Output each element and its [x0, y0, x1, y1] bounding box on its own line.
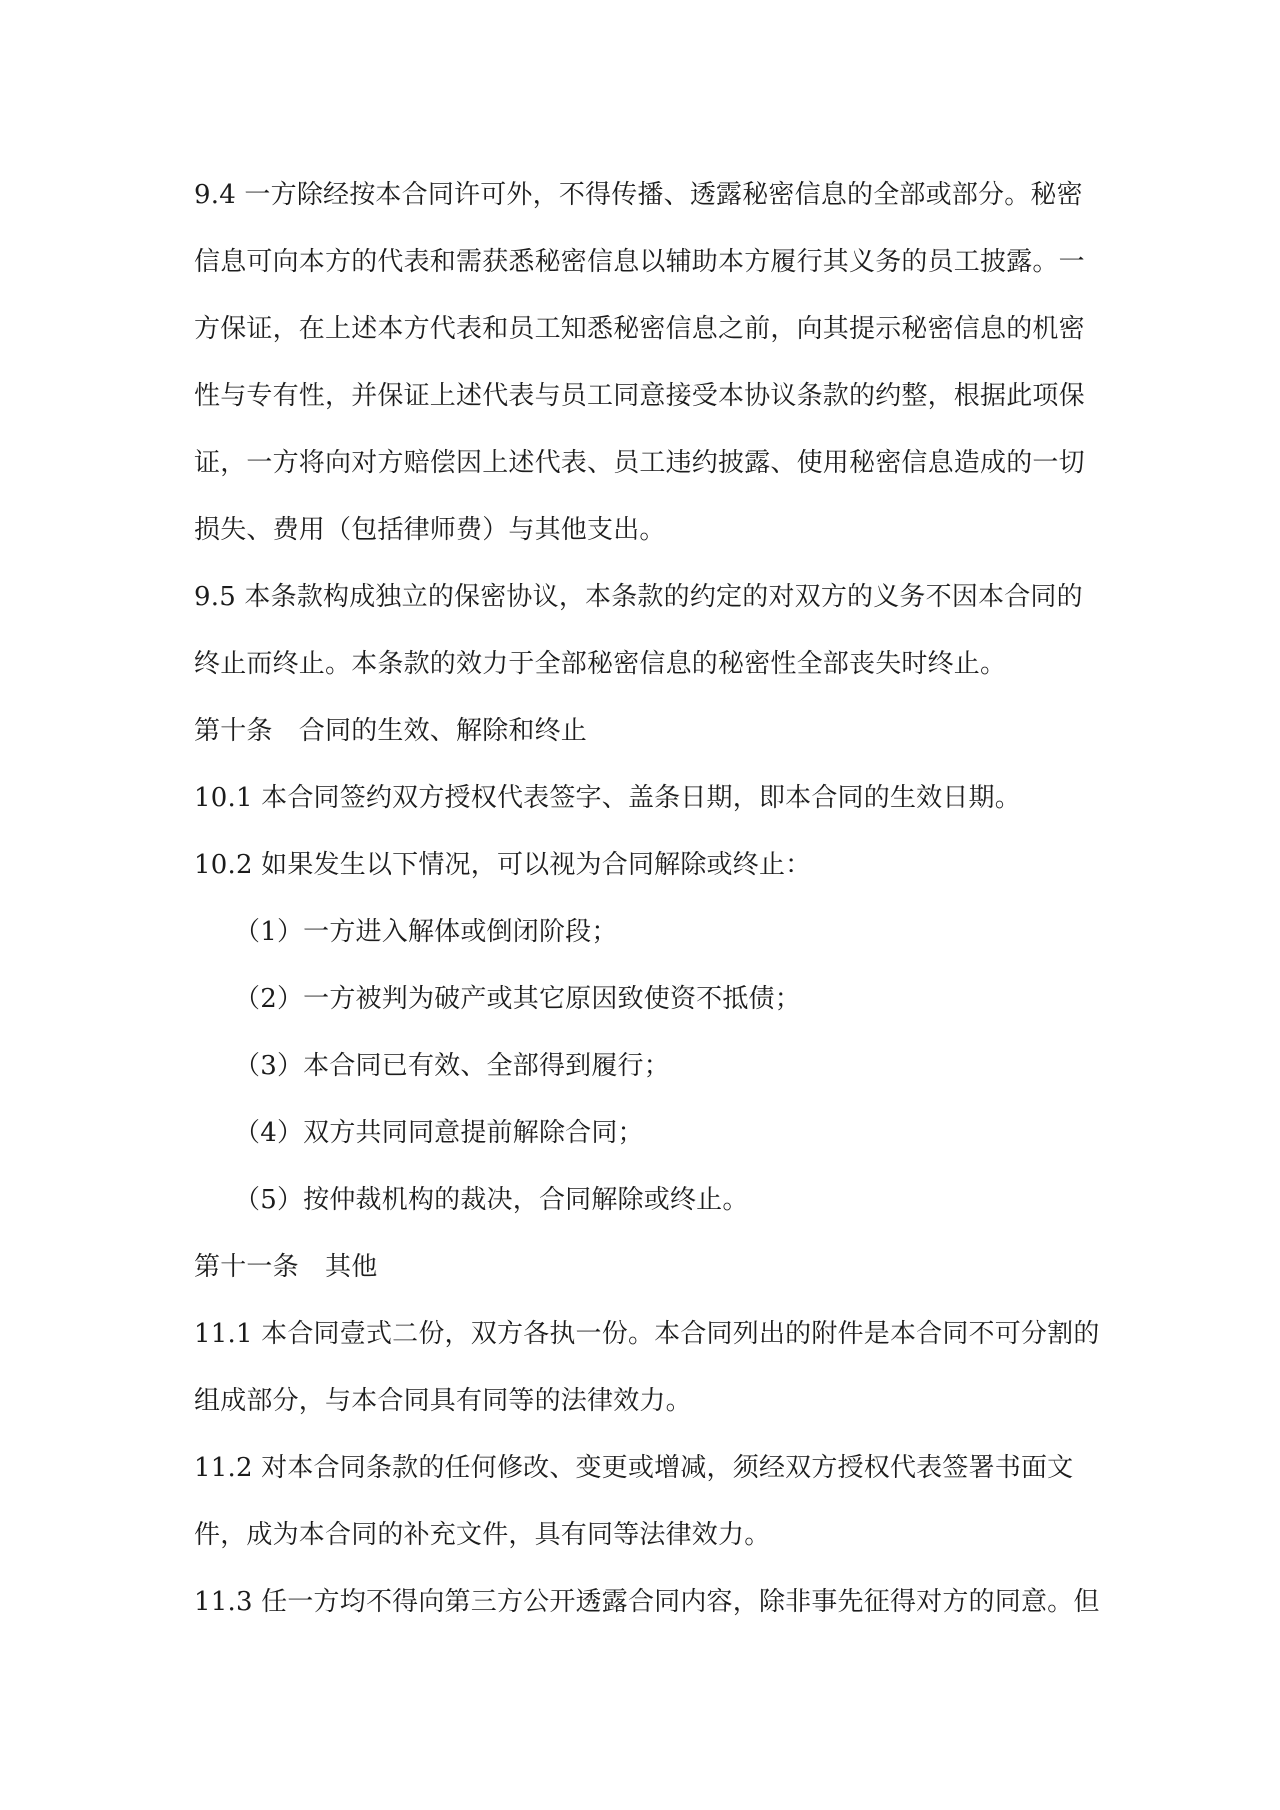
clause-11-2-line-1: 11.2 对本合同条款的任何修改、变更或增减，须经双方授权代表签署书面文 [194, 1453, 1074, 1483]
clause-10-1: 10.1 本合同签约双方授权代表签字、盖条日期，即本合同的生效日期。 [194, 783, 1021, 813]
clause-10-2: 10.2 如果发生以下情况，可以视为合同解除或终止： [194, 850, 812, 880]
clause-9-4-line-2: 信息可向本方的代表和需获悉秘密信息以辅助本方履行其义务的员工披露。一 [194, 247, 1085, 277]
article-11-heading: 第十一条 其他 [194, 1252, 378, 1282]
clause-11-1-line-2: 组成部分，与本合同具有同等的法律效力。 [194, 1386, 692, 1416]
condition-item-2: （2）一方被判为破产或其它原因致使资不抵债； [234, 984, 801, 1014]
condition-item-5: （5）按仲裁机构的裁决，合同解除或终止。 [234, 1185, 749, 1215]
clause-9-4-line-3: 方保证，在上述本方代表和员工知悉秘密信息之前，向其提示秘密信息的机密 [194, 314, 1085, 344]
clause-9-4-line-1: 9.4 一方除经按本合同许可外，不得传播、透露秘密信息的全部或部分。秘密 [194, 180, 1083, 210]
clause-9-4-line-5: 证，一方将向对方赔偿因上述代表、员工违约披露、使用秘密信息造成的一切 [194, 448, 1085, 478]
clause-9-4-line-6: 损失、费用（包括律师费）与其他支出。 [194, 515, 666, 545]
clause-9-5-line-1: 9.5 本条款构成独立的保密协议，本条款的约定的对双方的义务不因本合同的 [194, 582, 1083, 612]
clause-11-1-line-1: 11.1 本合同壹式二份，双方各执一份。本合同列出的附件是本合同不可分割的 [194, 1319, 1100, 1349]
condition-item-3: （3）本合同已有效、全部得到履行； [234, 1051, 670, 1081]
clause-9-4-line-4: 性与专有性，并保证上述代表与员工同意接受本协议条款的约整，根据此项保 [194, 381, 1085, 411]
condition-item-4: （4）双方共同同意提前解除合同； [234, 1118, 644, 1148]
clause-11-3-line-1: 11.3 任一方均不得向第三方公开透露合同内容，除非事先征得对方的同意。但 [194, 1587, 1100, 1617]
condition-item-1: （1）一方进入解体或倒闭阶段； [234, 917, 618, 947]
clause-9-5-line-2: 终止而终止。本条款的效力于全部秘密信息的秘密性全部丧失时终止。 [194, 649, 1007, 679]
document-body [194, 162, 1100, 1636]
article-10-heading: 第十条 合同的生效、解除和终止 [194, 716, 588, 746]
clause-11-2-line-2: 件，成为本合同的补充文件，具有同等法律效力。 [194, 1520, 771, 1550]
